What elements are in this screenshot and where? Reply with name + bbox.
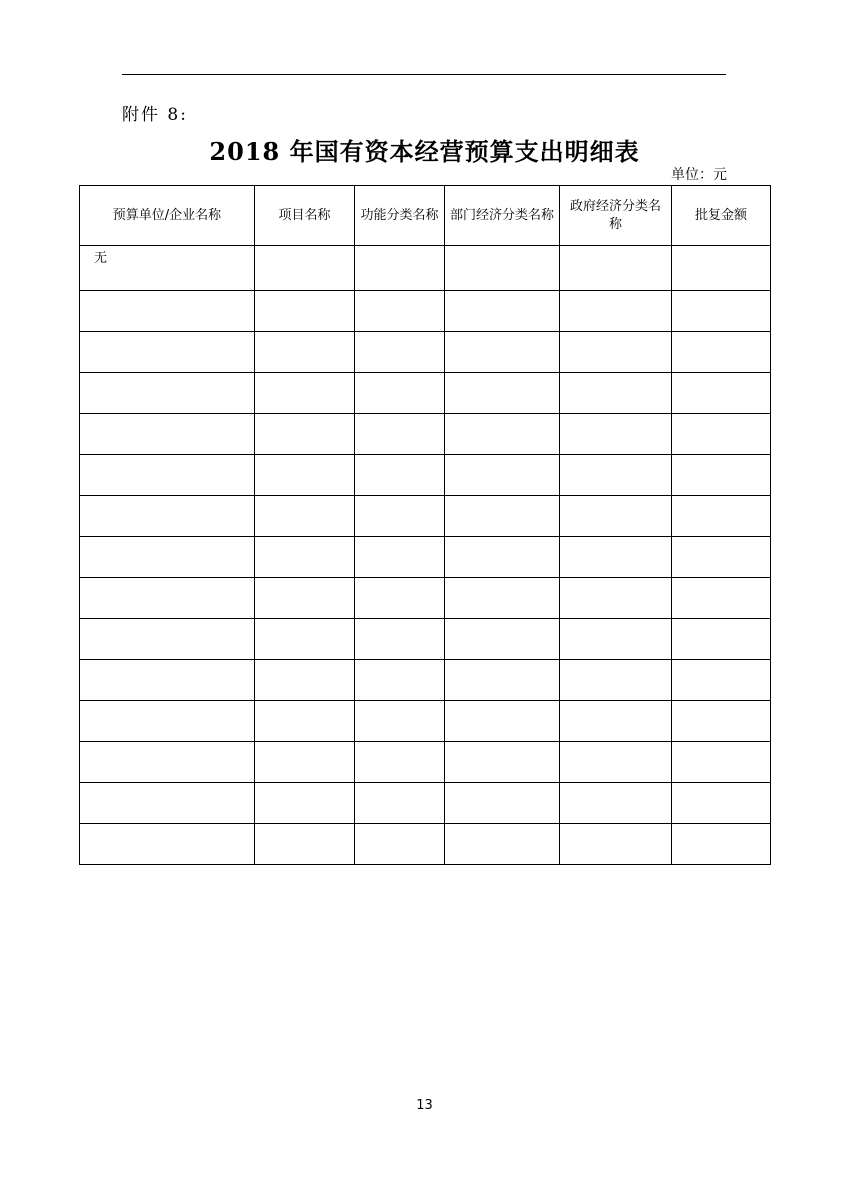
cell-function-class — [355, 496, 445, 537]
header-divider — [122, 74, 726, 75]
table-row — [80, 496, 771, 537]
cell-gov-economic-class — [560, 824, 672, 865]
cell-approved-amount — [672, 578, 771, 619]
cell-budget-unit — [80, 291, 255, 332]
cell-budget-unit — [80, 824, 255, 865]
cell-gov-economic-class — [560, 455, 672, 496]
cell-gov-economic-class — [560, 537, 672, 578]
cell-dept-economic-class — [445, 742, 560, 783]
cell-dept-economic-class — [445, 332, 560, 373]
attachment-label: 附件 8: — [122, 105, 188, 125]
cell-function-class — [355, 619, 445, 660]
cell-dept-economic-class — [445, 455, 560, 496]
cell-approved-amount — [672, 373, 771, 414]
cell-gov-economic-class — [560, 742, 672, 783]
column-header-approved-amount: 批复金额 — [672, 186, 771, 246]
cell-approved-amount — [672, 701, 771, 742]
cell-dept-economic-class — [445, 496, 560, 537]
cell-gov-economic-class — [560, 496, 672, 537]
table-row — [80, 455, 771, 496]
cell-approved-amount — [672, 537, 771, 578]
table-row — [80, 578, 771, 619]
cell-function-class — [355, 742, 445, 783]
table-row — [80, 701, 771, 742]
cell-function-class — [355, 537, 445, 578]
unit-note: 单位：元 — [671, 167, 727, 183]
cell-approved-amount — [672, 455, 771, 496]
cell-gov-economic-class — [560, 246, 672, 291]
cell-project-name — [255, 742, 355, 783]
cell-dept-economic-class — [445, 619, 560, 660]
cell-gov-economic-class — [560, 332, 672, 373]
column-header-dept-economic-class: 部门经济分类名称 — [445, 186, 560, 246]
cell-gov-economic-class — [560, 414, 672, 455]
cell-function-class — [355, 578, 445, 619]
cell-function-class — [355, 246, 445, 291]
cell-project-name — [255, 246, 355, 291]
cell-dept-economic-class — [445, 660, 560, 701]
cell-approved-amount — [672, 332, 771, 373]
cell-budget-unit — [80, 660, 255, 701]
column-header-function-class: 功能分类名称 — [355, 186, 445, 246]
cell-approved-amount — [672, 742, 771, 783]
cell-dept-economic-class — [445, 537, 560, 578]
cell-budget-unit — [80, 373, 255, 414]
table-header-row — [80, 186, 771, 246]
cell-approved-amount — [672, 246, 771, 291]
cell-budget-unit — [80, 537, 255, 578]
cell-budget-unit — [80, 496, 255, 537]
cell-project-name — [255, 291, 355, 332]
cell-dept-economic-class — [445, 246, 560, 291]
cell-dept-economic-class — [445, 783, 560, 824]
table-body — [80, 246, 771, 865]
cell-project-name — [255, 783, 355, 824]
cell-project-name — [255, 496, 355, 537]
table-row — [80, 291, 771, 332]
cell-budget-unit — [80, 701, 255, 742]
cell-gov-economic-class — [560, 578, 672, 619]
cell-gov-economic-class — [560, 619, 672, 660]
table-header — [80, 186, 771, 246]
table-row — [80, 660, 771, 701]
cell-gov-economic-class — [560, 291, 672, 332]
column-header-project-name: 项目名称 — [255, 186, 355, 246]
page-title: 2018 年国有资本经营预算支出明细表 — [209, 137, 640, 166]
table-row — [80, 537, 771, 578]
table-row — [80, 742, 771, 783]
cell-project-name — [255, 619, 355, 660]
table-row — [80, 414, 771, 455]
cell-budget-unit — [80, 742, 255, 783]
cell-gov-economic-class — [560, 373, 672, 414]
cell-dept-economic-class — [445, 373, 560, 414]
cell-dept-economic-class — [445, 824, 560, 865]
cell-function-class — [355, 373, 445, 414]
cell-project-name — [255, 332, 355, 373]
cell-budget-unit: 无 — [80, 246, 255, 291]
cell-function-class — [355, 414, 445, 455]
cell-budget-unit — [80, 414, 255, 455]
cell-function-class — [355, 291, 445, 332]
cell-approved-amount — [672, 496, 771, 537]
cell-gov-economic-class — [560, 660, 672, 701]
table-row — [80, 332, 771, 373]
table-row — [80, 373, 771, 414]
cell-project-name — [255, 537, 355, 578]
cell-dept-economic-class — [445, 414, 560, 455]
cell-dept-economic-class — [445, 291, 560, 332]
column-header-gov-economic-class: 政府经济分类名称 — [560, 186, 672, 246]
cell-function-class — [355, 660, 445, 701]
cell-budget-unit — [80, 332, 255, 373]
page-number: 13 — [416, 1098, 433, 1113]
cell-project-name — [255, 455, 355, 496]
cell-approved-amount — [672, 660, 771, 701]
cell-budget-unit — [80, 455, 255, 496]
cell-gov-economic-class — [560, 783, 672, 824]
table-row — [80, 824, 771, 865]
cell-dept-economic-class — [445, 578, 560, 619]
cell-function-class — [355, 701, 445, 742]
table-row — [80, 619, 771, 660]
cell-project-name — [255, 414, 355, 455]
cell-budget-unit — [80, 619, 255, 660]
table-row — [80, 783, 771, 824]
cell-project-name — [255, 578, 355, 619]
cell-approved-amount — [672, 824, 771, 865]
cell-function-class — [355, 455, 445, 496]
cell-approved-amount — [672, 291, 771, 332]
column-header-budget-unit: 预算单位/企业名称 — [80, 186, 255, 246]
cell-approved-amount — [672, 783, 771, 824]
cell-budget-unit — [80, 783, 255, 824]
cell-function-class — [355, 783, 445, 824]
cell-function-class — [355, 332, 445, 373]
cell-dept-economic-class — [445, 701, 560, 742]
budget-expenditure-table — [79, 185, 771, 865]
cell-project-name — [255, 824, 355, 865]
cell-project-name — [255, 373, 355, 414]
table-row — [80, 246, 771, 291]
cell-budget-unit — [80, 578, 255, 619]
cell-function-class — [355, 824, 445, 865]
cell-gov-economic-class — [560, 701, 672, 742]
cell-project-name — [255, 660, 355, 701]
cell-approved-amount — [672, 619, 771, 660]
cell-approved-amount — [672, 414, 771, 455]
cell-project-name — [255, 701, 355, 742]
